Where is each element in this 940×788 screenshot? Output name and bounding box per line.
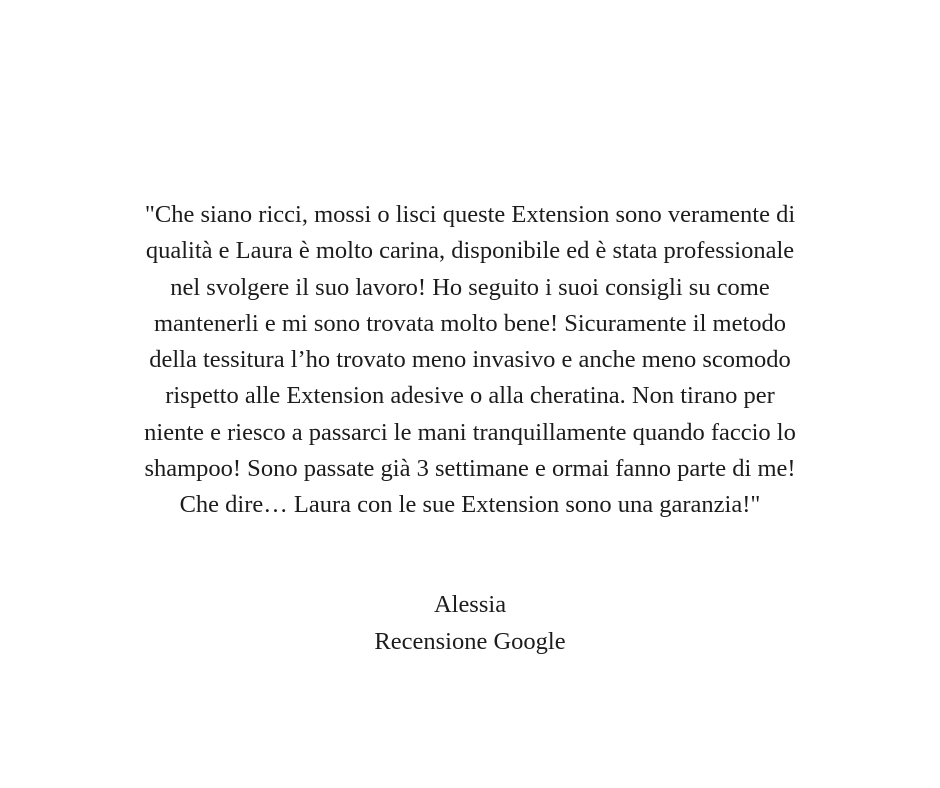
review-quote-line: della tessitura l’ho trovato meno invasivo e anche meno scomodo: [149, 346, 791, 374]
review-quote-line: mantenerli e mi sono trovata molto bene! Sicuramente il metodo: [153, 309, 787, 337]
review-quote-line: Che dire… Laura con le sue Extension sono una garanzia!": [179, 491, 761, 519]
review-quote-line: rispetto alle Extension adesive o alla cheratina. Non tirano per: [165, 382, 775, 410]
review-quote-line: nel svolgere il suo lavoro! Ho seguito i suoi consigli su come: [170, 273, 770, 301]
review-quote-line: qualità e Laura è molto carina, disponibile ed è stata professionale: [145, 237, 795, 265]
review-author: Alessia: [433, 591, 507, 618]
review-source: Recensione Google: [374, 627, 566, 655]
review-quote-line: niente e riesco a passarci le mani tranquillamente quando faccio lo: [144, 418, 796, 446]
review-quote: [0, 197, 940, 524]
review-quote-line: "Che siano ricci, mossi o lisci queste Extension sono veramente di: [144, 201, 796, 228]
review-signature: [0, 587, 940, 660]
review-quote-line: shampoo! Sono passate già 3 settimane e ormai fanno parte di me!: [144, 455, 796, 483]
